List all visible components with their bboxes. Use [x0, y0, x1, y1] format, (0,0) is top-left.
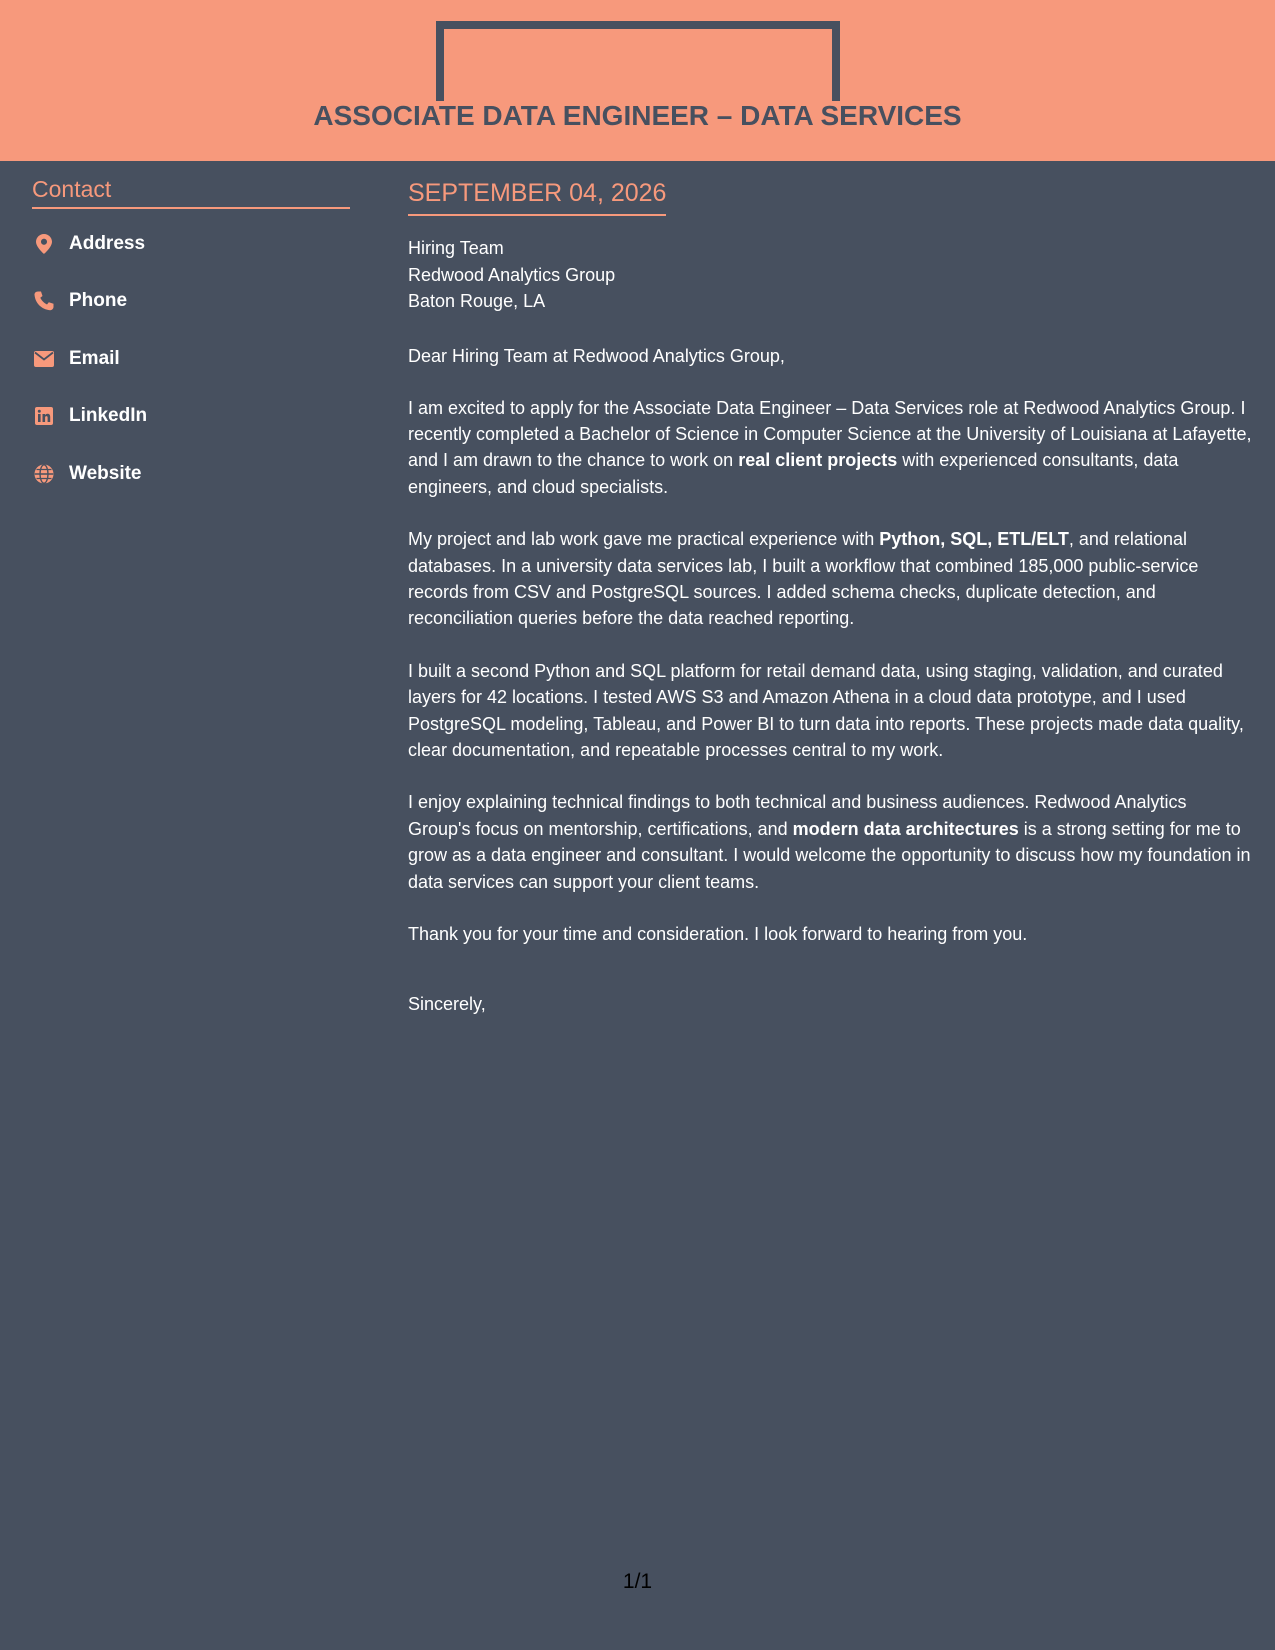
paragraph-text: I enjoy explaining technical findings to both technical and business audiences. Redwood Analytics Group's focus on mentorship, certifications, and: [408, 792, 1187, 839]
paragraph-text: I am excited to apply for the Associate Data Engineer – Data Services role at Redwood Analytics Group. I recently completed a Bachelor of Science in Computer Science at the University of Louisiana at Lafayette, and I am drawn to the chance to work on: [408, 397, 1252, 471]
contact-label-email: Email: [69, 347, 120, 369]
paragraph-bold-text: modern data architectures: [792, 818, 1019, 839]
contact-item-email: [32, 330, 350, 388]
header-banner: [0, 0, 1275, 161]
phone-icon: [34, 290, 54, 312]
paragraph: [408, 921, 1253, 947]
paragraph-text: I built a second Python and SQL platform for retail demand data, using staging, validation, and curated layers for 42 locations. I tested AWS S3 and Amazon Athena in a cloud data prototype, and I used PostgreSQL modeling, Tableau, and Power BI to turn data into reports. These projects made data quality, clear documentation, and repeatable processes central to my work.: [408, 660, 1244, 760]
paragraph: [408, 658, 1253, 764]
contact-item-linkedin: [32, 388, 350, 446]
globe-icon: [34, 463, 54, 485]
letter-date: SEPTEMBER 04, 2026: [408, 178, 666, 216]
salutation: Dear Hiring Team at Redwood Analytics Group,: [408, 345, 785, 366]
paragraph: [408, 526, 1253, 632]
recipient-line: Baton Rouge, LA: [408, 291, 546, 311]
contact-item-address: [32, 215, 350, 273]
paragraph-text: My project and lab work gave me practical experience with: [408, 529, 880, 550]
page-title: ASSOCIATE DATA ENGINEER – DATA SERVICES: [313, 100, 962, 131]
map-pin-icon: [34, 233, 54, 255]
paragraph-text: Thank you for your time and consideration. I look forward to hearing from you.: [408, 924, 1028, 944]
contact-item-phone: [32, 273, 350, 331]
paragraph-bold-text: Python, SQL, ETL/ELT: [879, 529, 1069, 550]
contact-label-website: Website: [69, 462, 142, 484]
contact-list: [32, 215, 350, 503]
header-bracket-decoration: [436, 21, 840, 101]
paragraph-text: with experienced consultants, data engineers, and cloud specialists.: [408, 450, 1179, 497]
recipient-block: [408, 235, 1253, 315]
closing: Sincerely,: [408, 994, 486, 1015]
contact-label-phone: Phone: [69, 290, 128, 312]
linkedin-icon: [34, 405, 54, 427]
paragraph: [408, 395, 1253, 501]
contact-item-website: [32, 445, 350, 503]
paragraph-text: is a strong setting for me to grow as a data engineer and consultant. I would welcome the opportunity to discuss how my foundation in data services can support your client teams.: [408, 818, 1251, 892]
recipient-line: Redwood Analytics Group: [408, 264, 616, 285]
contact-label-address: Address: [69, 232, 146, 254]
letter-body: [408, 178, 1253, 1017]
paragraph-text: , and relational databases. In a university data services lab, I built a workflow that combined 185,000 public-service records from CSV and PostgreSQL sources. I added schema checks, duplicate detection, and reconciliation queries before the data reached reporting.: [408, 529, 1199, 629]
page-number: 1/1: [622, 1570, 653, 1593]
contact-heading: Contact: [32, 176, 350, 209]
contact-label-linkedin: LinkedIn: [69, 405, 148, 427]
envelope-icon: [34, 348, 54, 370]
paragraph-bold-text: real client projects: [738, 450, 898, 471]
paragraph: [408, 789, 1253, 895]
recipient-line: Hiring Team: [408, 238, 504, 258]
contact-sidebar: [32, 176, 350, 484]
